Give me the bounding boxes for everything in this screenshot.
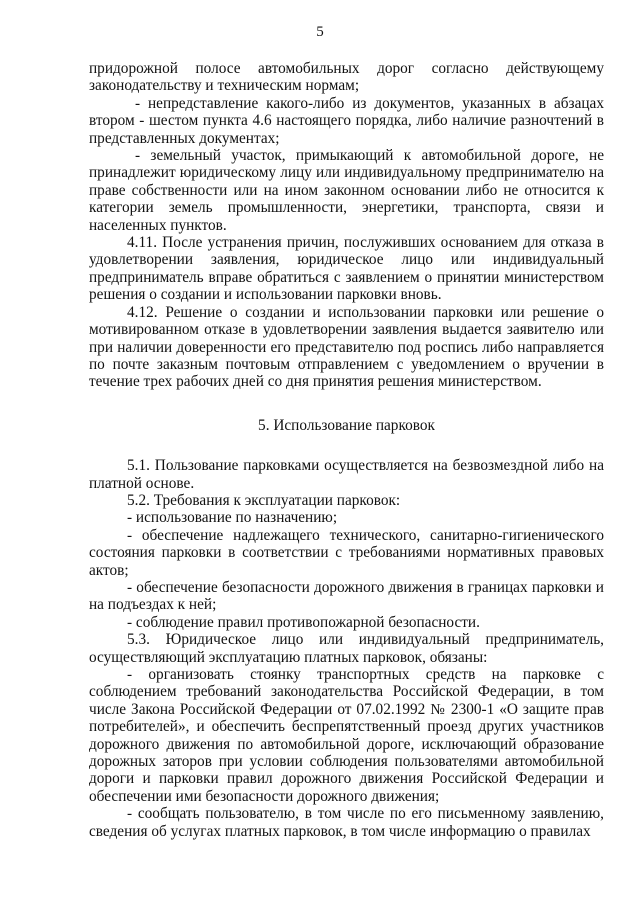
paragraph: - обеспечение надлежащего технического, санитарно-гигиенического состояния парковки в соответствии с требованиями нормативных правовых актов; [89, 526, 604, 579]
paragraph: 5.3. Юридическое лицо или индивидуальный предприниматель, осуществляющий эксплуатацию платных парковок, обязаны: [89, 631, 604, 666]
section-heading: 5. Использование парковок [258, 416, 435, 434]
paragraph: 4.12. Решение о создании и использовании парковки или решение о мотивированном отказе в удовлетворении заявления выдается заявителю или при наличии доверенности его представителю под роспись либо направляется по почте заказным почтовым отправлением с уведомлением о вручении в течение трех рабочих дней со дня принятия решения министерством. [89, 303, 604, 391]
paragraph: - использование по назначению; [127, 509, 338, 527]
paragraph: придорожной полосе автомобильных дорог согласно действующему законодательству и техническим нормам; [89, 60, 604, 95]
page-number: 5 [316, 24, 324, 40]
paragraph: - земельный участок, примыкающий к автомобильной дороге, не принадлежит юридическому лицу или индивидуальному предпринимателю на праве собственности или на ином законном основании либо не относится к категории земель промышленности, энергетики, транспорта, связи и населенных пунктов. [89, 147, 604, 234]
document-body [89, 60, 604, 840]
paragraph: 5.2. Требования к эксплуатации парковок: [127, 491, 401, 509]
paragraph: 5.1. Пользование парковками осуществляется на безвозмездной либо на платной основе. [89, 457, 604, 492]
paragraph: - организовать стоянку транспортных средств на парковке с соблюдением требований законодательства Российской Федерации, в том числе Закона Российской Федерации от 07.02.1992 № 2300-1 «О защите прав потребителей», и обеспечить беспрепятственный проезд других участников дорожного движения по автомобильной дороге, исключающий образование дорожных заторов при условии соблюдения пользователями автомобильной дороги и парковки правил дорожного движения Российской Федерации и обеспечении ими безопасности дорожного движения; [89, 666, 604, 805]
paragraph: 4.11. После устранения причин, послуживших основанием для отказа в удовлетворении заявления, юридическое лицо или индивидуальный предприниматель вправе обратиться с заявлением о принятии министерством решения о создании и использовании парковки вновь. [89, 234, 604, 304]
paragraph: - непредставление какого-либо из документов, указанных в абзацах втором - шестом пункта 4.6 настоящего порядка, либо наличие разночтений в представленных документах; [89, 94, 604, 147]
paragraph: - соблюдение правил противопожарной безопасности. [127, 613, 480, 631]
paragraph: - сообщать пользователю, в том числе по его письменному заявлению, сведения об услугах платных парковок, в том числе информацию о правилах [89, 805, 604, 840]
paragraph: - обеспечение безопасности дорожного движения в границах парковки и на подъездах к ней; [89, 578, 604, 614]
